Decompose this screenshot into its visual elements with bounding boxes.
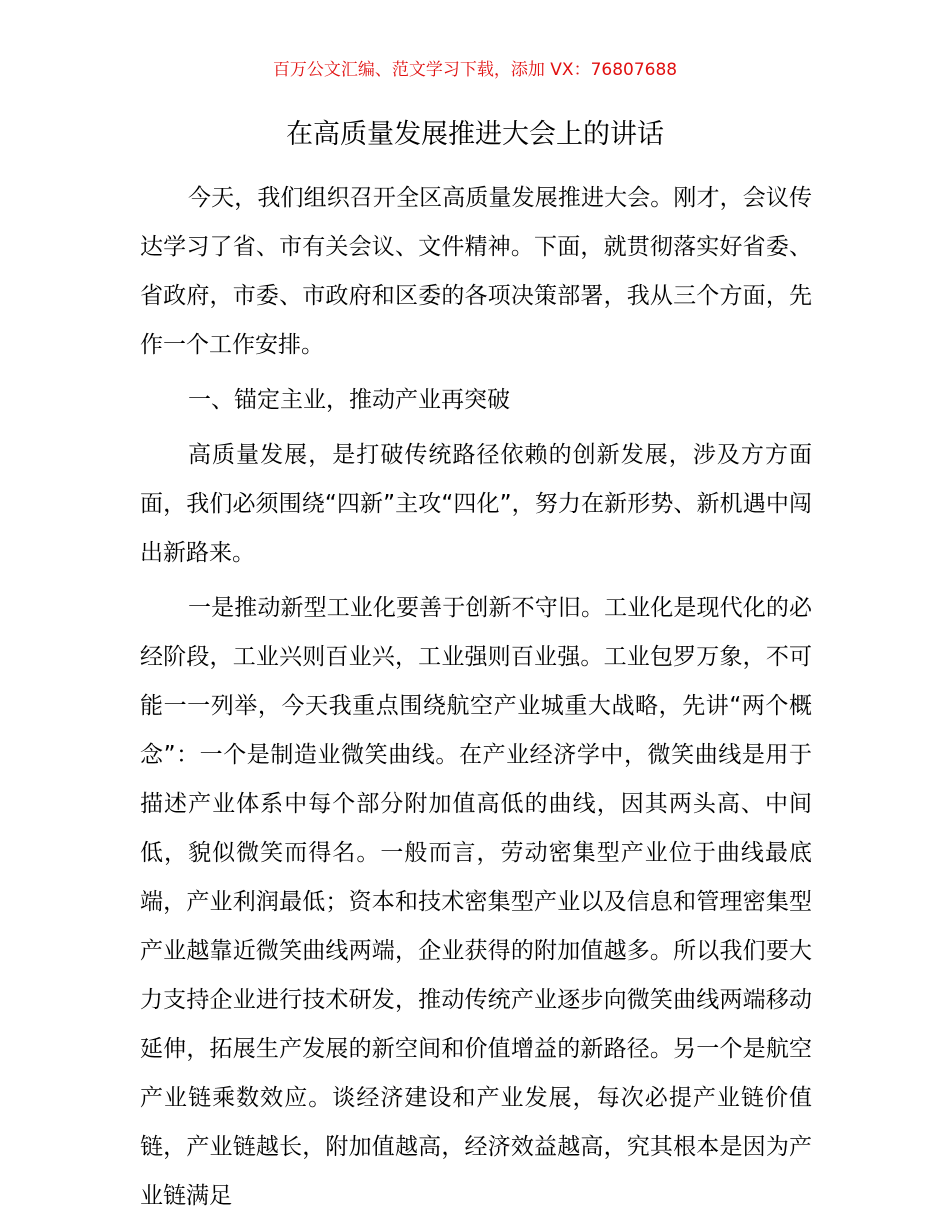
section-heading-one: 一、锚定主业，推动产业再突破 — [188, 387, 510, 413]
header-watermark-note: 百万公文汇编、范文学习下载，添加 VX：76807688 — [272, 60, 678, 80]
paragraph-high-quality: 高质量发展，是打破传统路径依赖的创新发展，涉及方方面面，我们必须围绕“四新”主攻“四化”，努力在新形势、新机遇中闯出新路来。 — [140, 442, 812, 566]
paragraph-intro: 今天，我们组织召开全区高质量发展推进大会。刚才，会议传达学习了省、市有关会议、文件精神。下面，就贯彻落实好省委、省政府，市委、市政府和区委的各项决策部署，我从三个方面，先作一个工作安排。 — [140, 185, 812, 358]
document-title: 在高质量发展推进大会上的讲话 — [286, 119, 664, 150]
document-body — [140, 174, 812, 1227]
paragraph-industrialization: 一是推动新型工业化要善于创新不守旧。工业化是现代化的必经阶段，工业兴则百业兴，工业强则百业强。工业包罗万象，不可能一一列举，今天我重点围绕航空产业城重大战略，先讲“两个概念”：一个是制造业微笑曲线。在产业经济学中，微笑曲线是用于描述产业体系中每个部分附加值高低的曲线，因其两头高、中间低，貌似微笑而得名。一般而言，劳动密集型产业位于曲线最底端，产业利润最低；资本和技术密集型产业以及信息和管理密集型产业越靠近微笑曲线两端，企业获得的附加值越多。所以我们要大力支持企业进行技术研发，推动传统产业逐步向微笑曲线两端移动延伸，拓展生产发展的新空间和价值增益的新路径。另一个是航空产业链乘数效应。谈经济建设和产业发展，每次必提产业链价值链，产业链越长，附加值越高，经济效益越高，究其根本是因为产业链满足 — [140, 595, 812, 1209]
